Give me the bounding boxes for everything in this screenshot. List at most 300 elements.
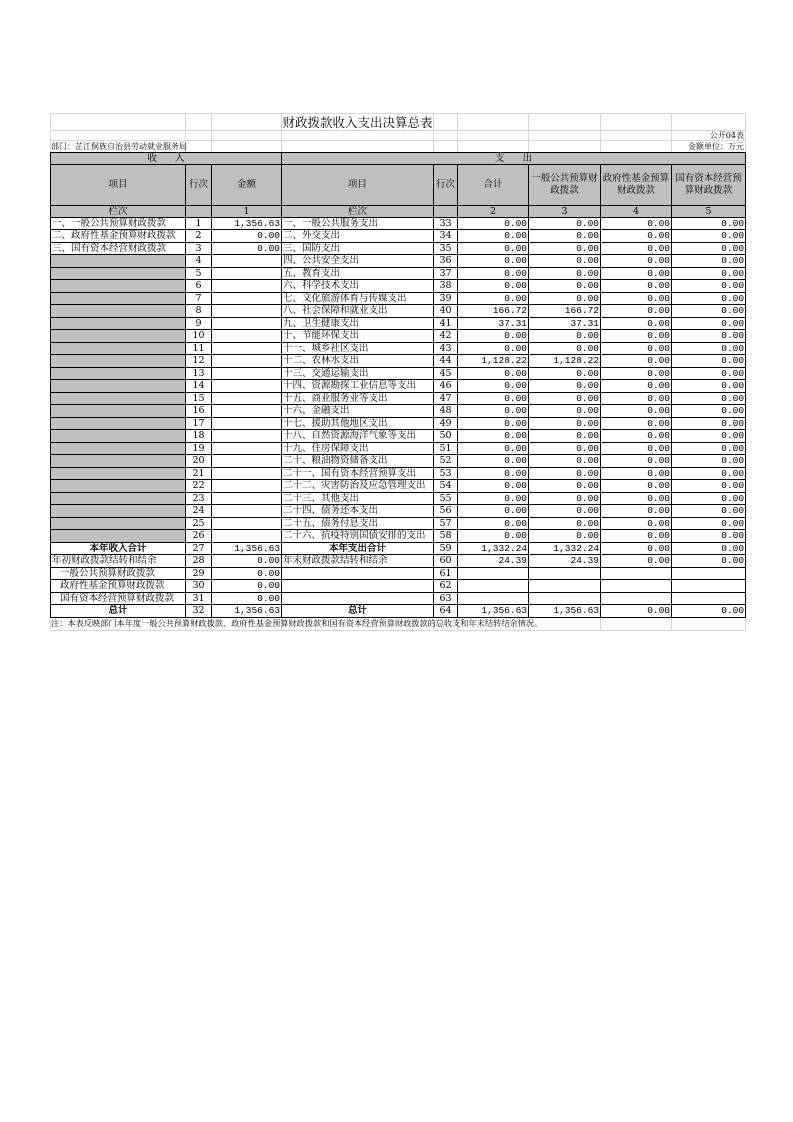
grid-cell — [51, 114, 186, 131]
expense-line-no: 45 — [434, 367, 458, 380]
income-item: 国有资本经营预算财政拨款 — [51, 592, 186, 605]
state-capital-amount: 0.00 — [672, 267, 746, 280]
income-item — [51, 380, 186, 393]
state-capital-amount: 0.00 — [672, 392, 746, 405]
income-line-no: 28 — [186, 555, 212, 568]
state-capital-amount — [672, 567, 746, 580]
expense-item: 三、国防支出 — [282, 242, 434, 255]
income-amount — [212, 367, 282, 380]
expense-item — [282, 567, 434, 580]
general-budget-amount: 0.00 — [529, 267, 601, 280]
general-budget-amount: 0.00 — [529, 442, 601, 455]
table-row — [51, 455, 746, 468]
table-row — [51, 492, 746, 505]
expense-line-no: 51 — [434, 442, 458, 455]
income-line-no: 22 — [186, 480, 212, 493]
general-budget-amount: 1,356.63 — [529, 605, 601, 618]
expense-item: 五、教育支出 — [282, 267, 434, 280]
column-header-state-capital: 国有资本经营预算财政拨款 — [672, 164, 746, 205]
expense-line-no: 63 — [434, 592, 458, 605]
expense-line-no: 55 — [434, 492, 458, 505]
fiscal-appropriation-table — [50, 152, 746, 618]
state-capital-amount: 0.00 — [672, 417, 746, 430]
gov-fund-amount: 0.00 — [601, 530, 672, 543]
expense-total: 0.00 — [458, 255, 529, 268]
income-item: 总计 — [51, 605, 186, 618]
income-amount — [212, 405, 282, 418]
income-line-no: 8 — [186, 305, 212, 318]
expense-section-header: 支 出 — [282, 152, 746, 164]
expense-total: 0.00 — [458, 330, 529, 343]
income-amount — [212, 267, 282, 280]
table-row — [51, 580, 746, 593]
income-item — [51, 417, 186, 430]
grid-cell — [212, 114, 282, 131]
gov-fund-amount: 0.00 — [601, 380, 672, 393]
expense-item: 十五、商业服务业等支出 — [282, 392, 434, 405]
expense-item: 四、公共安全支出 — [282, 255, 434, 268]
expense-total: 0.00 — [458, 342, 529, 355]
expense-item: 一、一般公共服务支出 — [282, 217, 434, 230]
general-budget-amount: 0.00 — [529, 342, 601, 355]
gov-fund-amount: 0.00 — [601, 555, 672, 568]
income-item — [51, 255, 186, 268]
gov-fund-amount — [601, 592, 672, 605]
expense-total: 0.00 — [458, 517, 529, 530]
gov-fund-amount: 0.00 — [601, 317, 672, 330]
grid-cell — [601, 131, 672, 141]
gov-fund-amount: 0.00 — [601, 255, 672, 268]
expense-total: 0.00 — [458, 467, 529, 480]
expense-total: 0.00 — [458, 292, 529, 305]
general-budget-amount: 24.39 — [529, 555, 601, 568]
expense-total: 0.00 — [458, 280, 529, 293]
column-index-row — [51, 205, 746, 217]
grid-cell — [601, 141, 672, 152]
expense-line-no: 38 — [434, 280, 458, 293]
expense-item — [282, 580, 434, 593]
income-item — [51, 267, 186, 280]
general-budget-amount: 0.00 — [529, 417, 601, 430]
income-line-no: 6 — [186, 280, 212, 293]
column-index-cell: 4 — [601, 205, 672, 217]
column-header-expense-line-no: 行次 — [434, 164, 458, 205]
income-line-no: 14 — [186, 380, 212, 393]
table-row — [51, 242, 746, 255]
grid-cell — [458, 141, 529, 152]
income-line-no: 10 — [186, 330, 212, 343]
income-item — [51, 280, 186, 293]
column-header-expense-item: 项目 — [282, 164, 434, 205]
general-budget-amount: 0.00 — [529, 455, 601, 468]
income-amount — [212, 380, 282, 393]
income-item — [51, 467, 186, 480]
grid-cell — [601, 618, 672, 631]
column-header-general-budget: 一般公共预算财政拨款 — [529, 164, 601, 205]
income-amount: 1,356.63 — [212, 217, 282, 230]
gov-fund-amount: 0.00 — [601, 355, 672, 368]
income-item: 一、一般公共预算财政拨款 — [51, 217, 186, 230]
general-budget-amount: 1,128.22 — [529, 355, 601, 368]
table-note: 注：本表反映部门本年度一般公共预算财政拨款、政府性基金预算财政拨款和国有资本经营预算财政拨款的总收支和年末结转结余情况。 — [51, 618, 186, 631]
table-row — [51, 442, 746, 455]
gov-fund-amount: 0.00 — [601, 305, 672, 318]
gov-fund-amount: 0.00 — [601, 455, 672, 468]
grid-cell — [186, 114, 212, 131]
expense-total: 0.00 — [458, 530, 529, 543]
expense-line-no: 61 — [434, 567, 458, 580]
expense-total: 0.00 — [458, 380, 529, 393]
expense-total: 0.00 — [458, 492, 529, 505]
table-header — [51, 152, 746, 217]
expense-total: 0.00 — [458, 230, 529, 243]
income-line-no: 19 — [186, 442, 212, 455]
expense-line-no: 47 — [434, 392, 458, 405]
grid-cell — [672, 618, 746, 631]
gov-fund-amount — [601, 567, 672, 580]
income-line-no: 30 — [186, 580, 212, 593]
expense-item: 二十五、债务付息支出 — [282, 517, 434, 530]
expense-item: 二十一、国有资本经营预算支出 — [282, 467, 434, 480]
state-capital-amount: 0.00 — [672, 217, 746, 230]
note-table — [50, 618, 746, 632]
income-item — [51, 405, 186, 418]
expense-total — [458, 580, 529, 593]
income-item — [51, 517, 186, 530]
state-capital-amount: 0.00 — [672, 517, 746, 530]
gov-fund-amount: 0.00 — [601, 242, 672, 255]
report-title: 财政拨款收入支出决算总表 — [282, 114, 433, 130]
income-line-no: 1 — [186, 217, 212, 230]
expense-item: 年末财政拨款结转和结余 — [282, 555, 434, 568]
expense-line-no: 36 — [434, 255, 458, 268]
grid-cell — [51, 131, 186, 141]
general-budget-amount: 0.00 — [529, 367, 601, 380]
department-label: 部门：芷江侗族自治县劳动就业服务局 — [51, 141, 187, 151]
table-row — [51, 292, 746, 305]
income-amount — [212, 280, 282, 293]
income-item: 本年收入合计 — [51, 542, 186, 555]
general-budget-amount: 0.00 — [529, 380, 601, 393]
expense-total: 0.00 — [458, 217, 529, 230]
table-row — [51, 405, 746, 418]
income-section-header: 收 入 — [51, 152, 282, 164]
table-row — [51, 555, 746, 568]
income-line-no: 20 — [186, 455, 212, 468]
column-header-income-line-no: 行次 — [186, 164, 212, 205]
expense-line-no: 58 — [434, 530, 458, 543]
expense-item — [282, 592, 434, 605]
income-item — [51, 480, 186, 493]
income-item — [51, 455, 186, 468]
table-row — [51, 392, 746, 405]
column-header-row — [51, 164, 746, 205]
income-item: 二、政府性基金预算财政拨款 — [51, 230, 186, 243]
income-item — [51, 367, 186, 380]
income-item: 三、国有资本经营财政拨款 — [51, 242, 186, 255]
income-amount: 0.00 — [212, 567, 282, 580]
state-capital-amount: 0.00 — [672, 255, 746, 268]
income-line-no: 26 — [186, 530, 212, 543]
section-header-row — [51, 152, 746, 164]
gov-fund-amount: 0.00 — [601, 342, 672, 355]
gov-fund-amount: 0.00 — [601, 480, 672, 493]
table-row — [51, 280, 746, 293]
expense-item: 九、卫生健康支出 — [282, 317, 434, 330]
expense-total: 0.00 — [458, 242, 529, 255]
income-line-no: 25 — [186, 517, 212, 530]
column-header-income-item: 项目 — [51, 164, 186, 205]
expense-item: 十三、交通运输支出 — [282, 367, 434, 380]
expense-item: 二十三、其他支出 — [282, 492, 434, 505]
income-line-no: 16 — [186, 405, 212, 418]
expense-item: 二十二、灾害防治及应急管理支出 — [282, 480, 434, 493]
income-amount — [212, 455, 282, 468]
expense-item: 十二、农林水支出 — [282, 355, 434, 368]
gov-fund-amount: 0.00 — [601, 280, 672, 293]
income-item — [51, 305, 186, 318]
state-capital-amount: 0.00 — [672, 292, 746, 305]
general-budget-amount: 0.00 — [529, 230, 601, 243]
table-row — [51, 592, 746, 605]
general-budget-amount — [529, 592, 601, 605]
expense-line-no: 42 — [434, 330, 458, 343]
income-amount — [212, 330, 282, 343]
grid-cell — [282, 131, 434, 141]
grid-cell — [186, 131, 212, 141]
state-capital-amount: 0.00 — [672, 242, 746, 255]
general-budget-amount: 0.00 — [529, 492, 601, 505]
general-budget-amount: 1,332.24 — [529, 542, 601, 555]
expense-item: 十一、城乡社区支出 — [282, 342, 434, 355]
gov-fund-amount: 0.00 — [601, 492, 672, 505]
general-budget-amount: 0.00 — [529, 292, 601, 305]
grid-cell — [212, 131, 282, 141]
income-item: 年初财政拨款结转和结余 — [51, 555, 186, 568]
column-index-cell: 1 — [212, 205, 282, 217]
expense-total: 0.00 — [458, 417, 529, 430]
gov-fund-amount: 0.00 — [601, 467, 672, 480]
expense-item: 二十四、债务还本支出 — [282, 505, 434, 518]
income-amount — [212, 317, 282, 330]
general-budget-amount: 0.00 — [529, 430, 601, 443]
note-row — [51, 618, 746, 631]
expense-line-no: 53 — [434, 467, 458, 480]
income-amount: 0.00 — [212, 580, 282, 593]
grid-cell — [529, 141, 601, 152]
income-amount — [212, 417, 282, 430]
grid-cell — [434, 114, 458, 131]
expense-total — [458, 592, 529, 605]
expense-item: 七、文化旅游体育与传媒支出 — [282, 292, 434, 305]
column-index-cell: 栏次 — [51, 205, 186, 217]
grid-cell — [529, 114, 601, 131]
expense-item: 本年支出合计 — [282, 542, 434, 555]
expense-line-no: 44 — [434, 355, 458, 368]
expense-line-no: 48 — [434, 405, 458, 418]
column-header-income-amount: 金额 — [212, 164, 282, 205]
general-budget-amount: 0.00 — [529, 405, 601, 418]
expense-item: 二十六、抗疫特别国债安排的支出 — [282, 530, 434, 543]
state-capital-amount: 0.00 — [672, 430, 746, 443]
income-amount: 1,356.63 — [212, 605, 282, 618]
income-item — [51, 330, 186, 343]
state-capital-amount: 0.00 — [672, 480, 746, 493]
expense-total: 0.00 — [458, 405, 529, 418]
expense-item: 十七、援助其他地区支出 — [282, 417, 434, 430]
table-row — [51, 517, 746, 530]
expense-line-no: 57 — [434, 517, 458, 530]
expense-total: 1,128.22 — [458, 355, 529, 368]
gov-fund-amount: 0.00 — [601, 292, 672, 305]
state-capital-amount: 0.00 — [672, 467, 746, 480]
income-line-no: 3 — [186, 242, 212, 255]
income-line-no: 24 — [186, 505, 212, 518]
expense-item: 二、外交支出 — [282, 230, 434, 243]
expense-item: 二十、粮油物资储备支出 — [282, 455, 434, 468]
income-item — [51, 442, 186, 455]
income-amount: 0.00 — [212, 230, 282, 243]
expense-total — [458, 567, 529, 580]
income-item — [51, 492, 186, 505]
income-line-no: 9 — [186, 317, 212, 330]
expense-line-no: 37 — [434, 267, 458, 280]
income-item — [51, 392, 186, 405]
general-budget-amount: 0.00 — [529, 330, 601, 343]
income-item: 一般公共预算财政拨款 — [51, 567, 186, 580]
expense-line-no: 33 — [434, 217, 458, 230]
table-row — [51, 267, 746, 280]
expense-total: 1,356.63 — [458, 605, 529, 618]
gov-fund-amount: 0.00 — [601, 542, 672, 555]
grid-cell — [601, 114, 672, 131]
general-budget-amount: 0.00 — [529, 517, 601, 530]
expense-total: 166.72 — [458, 305, 529, 318]
state-capital-amount: 0.00 — [672, 492, 746, 505]
expense-total: 0.00 — [458, 367, 529, 380]
income-item — [51, 292, 186, 305]
income-line-no: 17 — [186, 417, 212, 430]
grid-cell — [434, 141, 458, 152]
gov-fund-amount: 0.00 — [601, 405, 672, 418]
state-capital-amount: 0.00 — [672, 530, 746, 543]
expense-item: 八、社会保障和就业支出 — [282, 305, 434, 318]
table-body — [51, 217, 746, 617]
state-capital-amount: 0.00 — [672, 367, 746, 380]
column-index-cell: 2 — [458, 205, 529, 217]
expense-line-no: 64 — [434, 605, 458, 618]
expense-line-no: 56 — [434, 505, 458, 518]
gov-fund-amount: 0.00 — [601, 392, 672, 405]
expense-line-no: 52 — [434, 455, 458, 468]
expense-line-no: 50 — [434, 430, 458, 443]
general-budget-amount — [529, 580, 601, 593]
gov-fund-amount: 0.00 — [601, 505, 672, 518]
expense-item: 十九、住房保障支出 — [282, 442, 434, 455]
state-capital-amount: 0.00 — [672, 505, 746, 518]
expense-total: 0.00 — [458, 392, 529, 405]
income-item: 政府性基金预算财政拨款 — [51, 580, 186, 593]
income-line-no: 7 — [186, 292, 212, 305]
income-amount — [212, 292, 282, 305]
grid-cell — [672, 114, 746, 131]
grid-cell — [186, 141, 212, 152]
column-index-cell: 栏次 — [282, 205, 434, 217]
grid-cell — [529, 131, 601, 141]
income-line-no: 18 — [186, 430, 212, 443]
income-item — [51, 530, 186, 543]
table-row — [51, 542, 746, 555]
state-capital-amount: 0.00 — [672, 355, 746, 368]
income-line-no: 32 — [186, 605, 212, 618]
expense-total: 1,332.24 — [458, 542, 529, 555]
column-header-gov-fund: 政府性基金预算财政拨款 — [601, 164, 672, 205]
expense-line-no: 59 — [434, 542, 458, 555]
gov-fund-amount: 0.00 — [601, 330, 672, 343]
income-amount — [212, 430, 282, 443]
income-line-no: 23 — [186, 492, 212, 505]
general-budget-amount: 0.00 — [529, 467, 601, 480]
income-amount — [212, 355, 282, 368]
state-capital-amount: 0.00 — [672, 442, 746, 455]
income-amount — [212, 305, 282, 318]
income-item — [51, 317, 186, 330]
income-line-no: 31 — [186, 592, 212, 605]
table-row — [51, 605, 746, 618]
table-row — [51, 567, 746, 580]
grid-cell — [434, 131, 458, 141]
column-index-cell — [434, 205, 458, 217]
general-budget-amount: 37.31 — [529, 317, 601, 330]
income-line-no: 12 — [186, 355, 212, 368]
general-budget-amount: 0.00 — [529, 505, 601, 518]
income-amount — [212, 530, 282, 543]
state-capital-amount: 0.00 — [672, 542, 746, 555]
expense-total: 37.31 — [458, 317, 529, 330]
grid-cell — [458, 131, 529, 141]
expense-line-no: 54 — [434, 480, 458, 493]
state-capital-amount: 0.00 — [672, 455, 746, 468]
expense-line-no: 62 — [434, 580, 458, 593]
gov-fund-amount: 0.00 — [601, 442, 672, 455]
amount-unit: 金额单位：万元 — [672, 141, 746, 152]
table-row — [51, 342, 746, 355]
table-row — [51, 480, 746, 493]
gov-fund-amount: 0.00 — [601, 217, 672, 230]
gov-fund-amount — [601, 580, 672, 593]
income-amount: 0.00 — [212, 592, 282, 605]
general-budget-amount: 0.00 — [529, 242, 601, 255]
gov-fund-amount: 0.00 — [601, 605, 672, 618]
income-line-no: 4 — [186, 255, 212, 268]
income-amount — [212, 492, 282, 505]
gov-fund-amount: 0.00 — [601, 517, 672, 530]
gov-fund-amount: 0.00 — [601, 267, 672, 280]
general-budget-amount: 166.72 — [529, 305, 601, 318]
gov-fund-amount: 0.00 — [601, 417, 672, 430]
income-line-no: 11 — [186, 342, 212, 355]
income-amount — [212, 517, 282, 530]
income-amount — [212, 255, 282, 268]
expense-total: 0.00 — [458, 267, 529, 280]
expense-line-no: 46 — [434, 380, 458, 393]
general-budget-amount: 0.00 — [529, 530, 601, 543]
expense-line-no: 34 — [434, 230, 458, 243]
income-amount — [212, 467, 282, 480]
general-budget-amount: 0.00 — [529, 392, 601, 405]
expense-line-no: 40 — [434, 305, 458, 318]
income-line-no: 27 — [186, 542, 212, 555]
